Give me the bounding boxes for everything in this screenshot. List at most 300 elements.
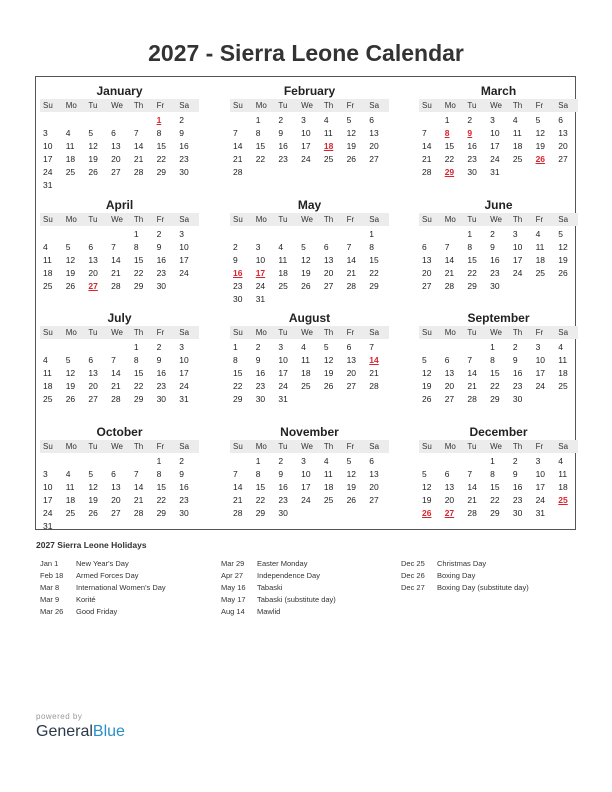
day-cell: 6 [111,128,116,138]
day-cell: 17 [278,368,288,378]
day-cell: 15 [133,368,144,378]
day-cell: 28 [346,281,357,291]
day-cell: 7 [422,128,427,138]
day-cell: 25 [323,154,334,164]
holiday-item [40,558,166,570]
day-cell: 6 [323,242,329,252]
day-cell: 24 [535,495,546,505]
holiday-day-cell: 1 [156,115,162,125]
day-cell: 6 [88,355,94,365]
day-cell: 24 [278,381,288,391]
weekday-label: Fr [156,101,165,110]
weekday-label: We [111,101,123,110]
day-cell: 1 [133,342,139,352]
day-cell: 18 [535,255,546,265]
day-cell: 20 [88,268,98,278]
holiday-name: Mawlid [257,607,281,616]
day-cell: 17 [535,482,546,492]
empty-cell [298,228,321,241]
day-cell: 15 [255,141,266,151]
day-cell: 15 [490,368,500,378]
day-cell: 23 [156,268,167,278]
day-cell: 14 [111,255,121,265]
day-cell: 20 [111,495,121,505]
day-cell: 8 [133,355,139,365]
day-cell: 12 [422,482,432,492]
day-cell: 15 [467,255,477,265]
day-cell: 18 [65,154,76,164]
weekday-label: Fr [156,328,165,337]
day-cell: 3 [301,115,306,125]
day-cell: 13 [323,255,334,265]
day-cell: 12 [422,368,432,378]
holiday-day-cell: 27 [88,281,98,291]
weekday-label: Tu [467,215,477,224]
holiday-item [221,570,336,582]
day-cell: 27 [88,394,98,404]
footer-brand [36,712,125,741]
day-cell: 10 [278,355,288,365]
day-cell: 12 [65,255,76,265]
day-grid [230,341,389,406]
day-cell: 7 [133,469,139,479]
month-october [40,424,199,533]
day-cell: 2 [278,115,284,125]
holiday-date: Feb 18 [40,571,64,580]
day-cell: 9 [278,128,284,138]
day-cell: 5 [535,115,541,125]
day-cell: 10 [535,355,546,365]
day-cell: 22 [233,381,243,391]
weekday-label: Tu [278,328,288,337]
day-cell: 2 [512,342,518,352]
day-cell: 8 [490,469,495,479]
weekday-label: Sa [558,101,569,110]
day-cell: 4 [65,469,71,479]
holiday-day-cell: 16 [233,268,243,278]
day-cell: 12 [346,469,357,479]
holidays-column [40,558,166,618]
day-cell: 8 [255,128,261,138]
day-cell: 19 [422,381,432,391]
day-cell: 10 [301,469,311,479]
day-cell: 19 [88,495,98,505]
day-cell: 11 [65,141,75,151]
day-cell: 31 [278,394,288,404]
day-cell: 10 [179,355,189,365]
month-name: January [96,84,143,98]
day-cell: 7 [467,355,473,365]
day-cell: 11 [43,255,52,265]
weekday-label: Mo [255,328,267,337]
day-cell: 2 [156,229,162,239]
holiday-day-cell: 17 [255,268,266,278]
weekday-label: Su [233,215,243,224]
weekday-label: Sa [558,442,569,451]
day-cell: 13 [369,469,379,479]
holiday-name: Easter Monday [257,559,308,568]
day-cell: 14 [111,368,121,378]
day-cell: 26 [422,394,432,404]
day-cell: 23 [156,381,167,391]
weekday-header [230,440,389,453]
day-cell: 9 [490,242,495,252]
holiday-name: Independence Day [257,571,320,580]
day-cell: 21 [444,268,455,278]
holiday-item [221,558,336,570]
day-cell: 8 [156,469,162,479]
weekday-label: Mo [444,442,456,451]
day-cell: 17 [179,255,189,265]
day-cell: 27 [323,281,334,291]
day-cell: 16 [156,255,167,265]
day-cell: 26 [65,394,76,404]
weekday-label: Th [133,328,144,337]
day-cell: 4 [558,456,564,466]
weekday-label: We [111,328,123,337]
day-cell: 25 [65,508,76,518]
day-cell: 12 [535,128,546,138]
day-cell: 21 [346,268,357,278]
day-cell: 9 [156,242,162,252]
weekday-label: Fr [156,215,165,224]
day-cell: 31 [179,394,189,404]
empty-cell [419,455,442,468]
day-cell: 25 [301,381,311,391]
empty-cell [40,341,63,354]
weekday-label: Fr [535,442,544,451]
day-cell: 4 [535,229,541,239]
day-cell: 19 [301,268,311,278]
day-cell: 1 [156,456,162,466]
weekday-label: Su [422,442,432,451]
day-cell: 20 [111,154,121,164]
weekday-label: Sa [369,328,380,337]
weekday-header [230,99,389,112]
day-cell: 14 [233,482,243,492]
day-cell: 9 [255,355,261,365]
day-cell: 15 [133,255,144,265]
day-cell: 27 [422,281,432,291]
weekday-label: Sa [369,442,380,451]
empty-cell [253,228,276,241]
day-cell: 1 [490,342,495,352]
weekday-label: Fr [535,328,544,337]
day-cell: 23 [512,381,523,391]
holiday-date: May 17 [221,595,246,604]
weekday-label: Sa [369,101,380,110]
day-cell: 3 [43,128,48,138]
day-cell: 2 [233,242,238,252]
month-name: November [280,425,339,439]
day-cell: 11 [65,482,75,492]
day-cell: 16 [512,482,523,492]
weekday-label: Fr [535,215,544,224]
day-cell: 24 [179,268,189,278]
day-cell: 2 [467,115,473,125]
empty-cell [442,228,465,241]
day-cell: 31 [43,180,53,190]
empty-cell [230,455,253,468]
day-cell: 24 [179,381,189,391]
day-cell: 5 [558,229,564,239]
day-cell: 6 [346,342,352,352]
day-cell: 3 [179,342,185,352]
weekday-label: Mo [65,442,77,451]
day-cell: 21 [133,154,144,164]
holidays-title: 2027 Sierra Leone Holidays [36,540,147,550]
day-cell: 18 [323,482,334,492]
weekday-label: We [301,101,313,110]
holiday-date: Dec 27 [401,583,425,592]
holidays-column [221,558,336,618]
holiday-day-cell: 27 [444,508,455,518]
month-august [230,310,389,406]
day-cell: 29 [255,508,266,518]
day-cell: 10 [255,255,266,265]
day-cell: 13 [422,255,432,265]
day-cell: 20 [444,495,455,505]
day-cell: 7 [111,355,116,365]
weekday-header [419,99,578,112]
day-cell: 4 [323,456,329,466]
day-cell: 24 [512,268,523,278]
holiday-date: Apr 27 [221,571,244,580]
day-cell: 9 [278,469,284,479]
day-cell: 20 [558,141,568,151]
day-cell: 28 [133,167,144,177]
weekday-header [419,213,578,226]
empty-cell [108,341,131,354]
day-cell: 13 [111,482,121,492]
month-name: March [480,84,517,98]
day-cell: 1 [133,229,139,239]
day-cell: 23 [278,495,288,505]
day-cell: 31 [255,294,266,304]
day-cell: 26 [88,167,98,177]
day-cell: 21 [467,495,477,505]
day-cell: 7 [444,242,450,252]
day-cell: 25 [512,154,523,164]
holiday-date: Aug 14 [221,607,245,616]
day-cell: 24 [301,154,311,164]
weekday-label: Tu [88,328,98,337]
day-cell: 4 [43,242,48,252]
day-cell: 23 [490,268,500,278]
day-cell: 29 [467,281,477,291]
day-cell: 18 [301,368,311,378]
weekday-label: Th [133,101,144,110]
day-grid [230,228,389,306]
day-cell: 21 [422,154,432,164]
day-cell: 24 [43,167,53,177]
day-cell: 22 [133,381,144,391]
day-cell: 7 [133,128,139,138]
day-cell: 29 [369,281,379,291]
month-april [40,197,199,293]
weekday-label: Tu [278,215,288,224]
weekday-label: Th [512,101,523,110]
weekday-label: We [111,442,123,451]
empty-cell [321,228,344,241]
day-cell: 20 [323,268,334,278]
day-cell: 2 [512,456,518,466]
day-cell: 24 [535,381,546,391]
empty-cell [419,114,442,127]
weekday-label: Th [323,328,334,337]
day-cell: 8 [467,242,473,252]
day-cell: 2 [490,229,495,239]
day-cell: 2 [179,115,185,125]
weekday-label: Su [233,442,243,451]
weekday-label: Su [43,101,53,110]
day-cell: 27 [369,495,379,505]
day-grid [419,114,578,179]
month-november [230,424,389,520]
month-name: December [469,425,528,439]
empty-cell [442,455,465,468]
day-cell: 14 [467,482,477,492]
weekday-label: Su [233,328,243,337]
day-cell: 7 [233,128,238,138]
day-cell: 27 [111,167,121,177]
day-cell: 15 [444,141,455,151]
weekday-label: Sa [179,101,190,110]
month-march [419,83,578,179]
day-cell: 10 [535,469,546,479]
month-january [40,83,199,192]
holiday-name: Good Friday [76,607,118,616]
day-cell: 1 [255,115,261,125]
generalblue-logo[interactable] [36,723,125,741]
day-cell: 19 [535,141,546,151]
day-cell: 7 [369,342,375,352]
empty-cell [442,341,465,354]
day-cell: 14 [233,141,243,151]
day-cell: 21 [233,154,243,164]
day-cell: 30 [156,394,167,404]
day-cell: 6 [444,469,450,479]
day-cell: 6 [369,115,375,125]
weekday-label: Su [43,328,53,337]
month-name: April [105,198,134,212]
day-cell: 12 [88,482,98,492]
weekday-label: Sa [179,215,190,224]
day-cell: 14 [422,141,432,151]
holiday-day-cell: 26 [535,154,546,164]
weekday-label: Tu [88,101,98,110]
day-grid [230,114,389,179]
day-cell: 8 [255,469,261,479]
empty-cell [63,341,86,354]
weekday-label: Su [233,101,243,110]
day-cell: 4 [278,242,284,252]
day-cell: 3 [512,229,518,239]
holiday-date: Mar 8 [40,583,60,592]
day-cell: 15 [490,482,500,492]
holiday-item [40,582,166,594]
day-cell: 27 [111,508,121,518]
day-cell: 26 [346,154,357,164]
month-name: August [288,311,331,325]
day-cell: 30 [490,281,500,291]
weekday-header [419,326,578,339]
day-cell: 6 [88,242,94,252]
day-cell: 11 [558,469,568,479]
weekday-header [40,99,199,112]
day-cell: 11 [512,128,522,138]
day-cell: 28 [233,508,243,518]
day-cell: 17 [301,141,311,151]
day-cell: 16 [156,368,167,378]
weekday-label: Mo [255,215,267,224]
day-cell: 6 [111,469,116,479]
day-cell: 5 [422,355,427,365]
holiday-day-cell: 29 [444,167,455,177]
day-cell: 5 [346,456,352,466]
day-cell: 23 [179,495,189,505]
weekday-label: Th [323,101,334,110]
day-cell: 1 [233,342,238,352]
day-cell: 15 [156,482,167,492]
holiday-name: New Year's Day [76,559,129,568]
day-cell: 22 [255,154,266,164]
weekday-label: Mo [444,101,456,110]
day-cell: 13 [346,355,357,365]
day-cell: 26 [65,281,76,291]
day-cell: 13 [558,128,568,138]
day-cell: 11 [43,368,52,378]
day-cell: 28 [133,508,144,518]
empty-cell [108,455,131,468]
holiday-date: Dec 26 [401,571,425,580]
day-cell: 3 [535,456,541,466]
holiday-date: Dec 25 [401,559,425,568]
weekday-label: Th [133,442,144,451]
day-cell: 29 [133,394,144,404]
day-cell: 19 [323,368,334,378]
empty-cell [108,114,131,127]
weekday-label: Th [133,215,144,224]
day-cell: 4 [323,115,329,125]
day-cell: 15 [369,255,379,265]
weekday-label: Mo [65,328,77,337]
empty-cell [40,114,63,127]
day-cell: 30 [179,167,189,177]
day-cell: 26 [346,495,357,505]
day-cell: 28 [422,167,432,177]
day-cell: 30 [467,167,477,177]
day-cell: 3 [301,456,306,466]
day-cell: 22 [444,154,455,164]
day-cell: 25 [558,381,568,391]
day-cell: 23 [467,154,477,164]
holidays-column [401,558,529,594]
day-cell: 4 [65,128,71,138]
day-cell: 11 [323,469,333,479]
day-cell: 24 [490,154,500,164]
month-may [230,197,389,306]
holiday-date: Mar 9 [40,595,60,604]
day-cell: 22 [467,268,477,278]
empty-cell [85,228,108,241]
day-cell: 20 [88,381,98,391]
day-cell: 3 [179,229,185,239]
day-cell: 2 [179,456,185,466]
weekday-label: We [301,215,313,224]
day-cell: 16 [255,368,266,378]
weekday-label: Fr [346,215,355,224]
